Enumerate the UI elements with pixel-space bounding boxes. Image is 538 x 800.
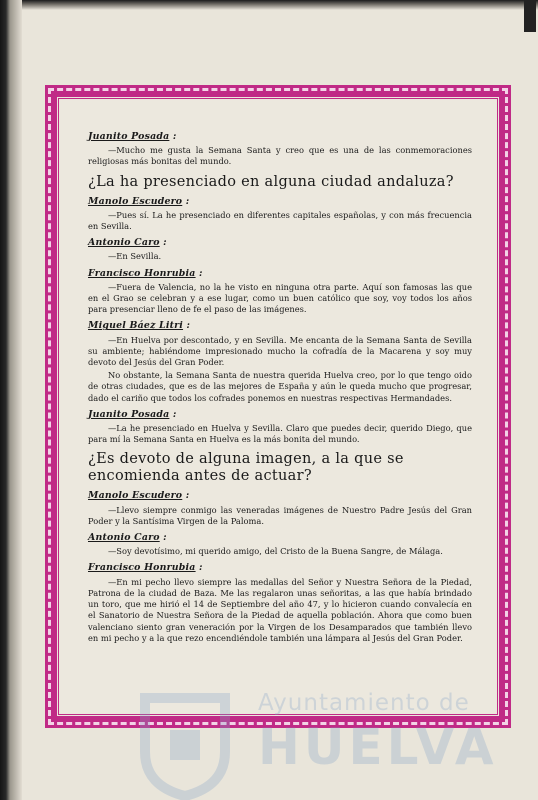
- interview-answer: No obstante, la Semana Santa de nuestra querida Huelva creo, por lo que tengo oido de otras ciudades, que es de las mejores de España y aún le queda mucho que progresar, dado el cariño que todos los cofrades ponemos en nuestras respectivas Hermandades.: [88, 370, 472, 403]
- page-top-edge: [0, 0, 538, 10]
- speaker-name: Francisco Honrubia :: [88, 562, 203, 574]
- interview-answer: —La he presenciado en Huelva y Sevilla. Claro que puedes decir, querido Diego, que para mí la Semana Santa en Huelva es la más bonita del mundo.: [88, 423, 472, 445]
- speaker-name: Antonio Caro :: [88, 532, 167, 544]
- speaker-name: Miguel Báez Litri :: [88, 320, 191, 332]
- interview-text: [88, 126, 472, 646]
- interview-answer: —Soy devotísimo, mi querido amigo, del Cristo de la Buena Sangre, de Málaga.: [108, 546, 443, 557]
- corner-mark: [524, 0, 536, 32]
- speaker-name-text: Antonio Caro: [88, 532, 160, 544]
- interview-answer: —En Huelva por descontado, y en Sevilla. Me encanta de la Semana Santa de Sevilla su ambiente; habiéndome impresionado mucho la cofradía de la Macarena y soy muy devoto del Jesús del Gran Poder.: [88, 334, 472, 368]
- interview-question: ¿Es devoto de alguna imagen, a la que se encomienda antes de actuar?: [88, 451, 404, 485]
- speaker-name-text: Francisco Honrubia: [88, 562, 196, 574]
- watermark-line-2: HUELVA: [258, 718, 498, 776]
- speaker-name-text: Manolo Escudero: [88, 490, 183, 502]
- page-binding-edge: [0, 0, 22, 800]
- interview-answer: —Pues sí. La he presenciado en diferentes capitales españolas, y con más frecuencia en Sevilla.: [88, 209, 472, 232]
- interview-answer: —En mi pecho llevo siempre las medallas del Señor y Nuestra Señora de la Piedad, Patrona de la ciudad de Baza. Me las regalaron unas señoritas, a las que había brindado un toro, que me hirió el 14 de Septiembre del año 47, y lo hicieron cuando convalecía en el Sanatorio de Nuestra Señora de la Piedad de aquella población. Ahora que como buen valenciano siento gran veneración por la Virgen de los Desamparados que también llevo en mi pecho y a la que rezo encendiéndole también una lámpara al Jesús del Gran Poder.: [88, 576, 472, 643]
- speaker-name: Manolo Escudero :: [88, 490, 190, 502]
- speaker-name: Antonio Caro :: [88, 237, 167, 249]
- speaker-name-text: Antonio Caro: [88, 237, 160, 249]
- speaker-name: Francisco Honrubia :: [88, 267, 203, 279]
- interview-answer: —Mucho me gusta la Semana Santa y creo que es una de las conmemoraciones religiosas más bonitas del mundo.: [88, 145, 472, 167]
- interview-answer: —Llevo siempre conmigo las veneradas imágenes de Nuestro Padre Jesús del Gran Poder y la Santísima Virgen de la Paloma.: [88, 504, 472, 526]
- speaker-name-text: Juanito Posada: [88, 408, 170, 420]
- interview-question: ¿La ha presenciado en alguna ciudad andaluza?: [88, 173, 454, 190]
- speaker-name-text: Juanito Posada: [88, 131, 170, 142]
- speaker-name-text: Manolo Escudero: [88, 195, 183, 207]
- interview-answer: —Fuera de Valencia, no la he visto en ninguna otra parte. Aquí son famosas las que en el Grao se celebran y a ese lugar, como un buen católico que soy, voy todos los años para presenciar lleno de fe el paso de las imágenes.: [88, 281, 472, 315]
- speaker-name: Juanito Posada :: [88, 408, 177, 420]
- interview-answer: —En Sevilla.: [108, 251, 162, 262]
- speaker-name: Manolo Escudero :: [88, 195, 190, 207]
- watermark-line-1: Ayuntamiento de: [258, 690, 470, 716]
- speaker-name-text: Miguel Báez Litri: [88, 320, 184, 332]
- speaker-name-text: Francisco Honrubia: [88, 267, 196, 279]
- speaker-name: Juanito Posada :: [88, 131, 177, 142]
